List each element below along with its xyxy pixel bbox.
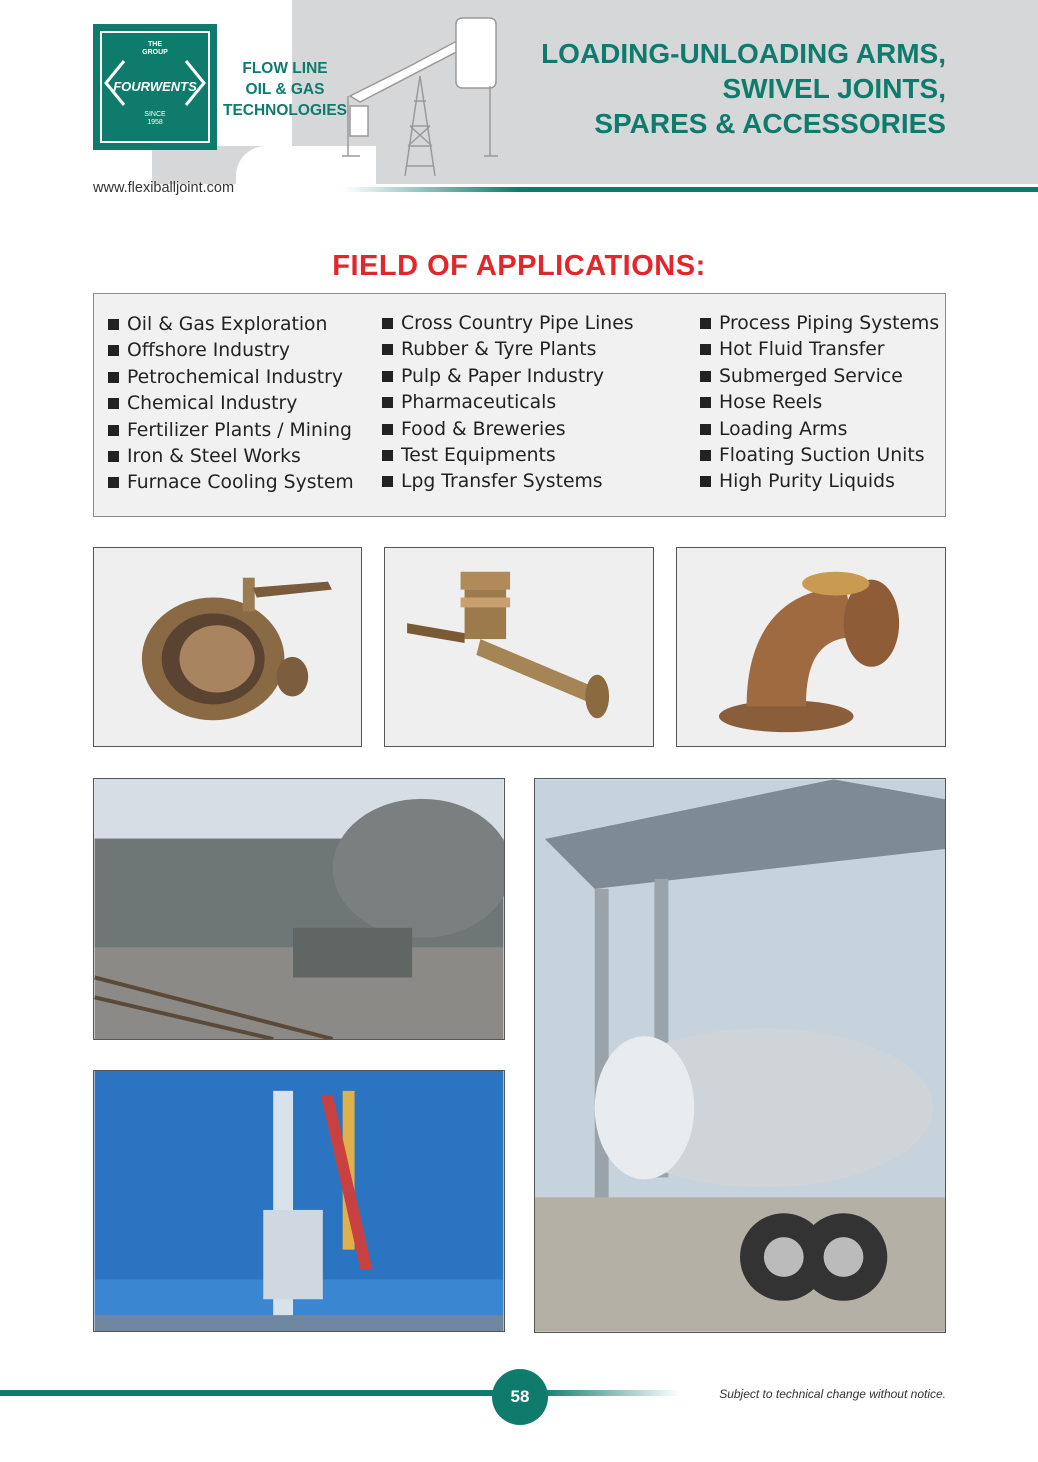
list-item: Iron & Steel Works <box>108 444 354 470</box>
company-logo <box>93 24 217 150</box>
list-item: Fertilizer Plants / Mining <box>108 418 354 444</box>
applications-box <box>93 293 946 517</box>
company-name <box>222 58 348 121</box>
photo-coupler <box>93 547 362 747</box>
logo-since-text: SINCE 1958 <box>144 111 166 126</box>
applications-column-1 <box>108 312 354 497</box>
list-item: Lpg Transfer Systems <box>382 469 634 495</box>
list-item: Cross Country Pipe Lines <box>382 311 634 337</box>
photo-swivel-joint-pipe <box>384 547 654 747</box>
section-title: FIELD OF APPLICATIONS: <box>332 250 706 282</box>
list-item: High Purity Liquids <box>700 469 939 495</box>
logo-brand-text: FOURWENTS <box>113 79 197 94</box>
photo-truck-loading-station <box>534 778 946 1333</box>
list-item: Petrochemical Industry <box>108 365 354 391</box>
applications-column-3 <box>700 311 939 496</box>
photo-marine-loading-arm <box>93 1070 505 1332</box>
company-line: FLOW LINE <box>242 60 328 77</box>
website-url: www.flexiballjoint.com <box>93 180 235 196</box>
list-item: Offshore Industry <box>108 338 354 364</box>
list-item: Floating Suction Units <box>700 443 939 469</box>
logo-top-text: THE GROUP <box>142 41 168 56</box>
company-line: OIL & GAS <box>245 81 325 98</box>
list-item: Submerged Service <box>700 364 939 390</box>
photo-elbow-joint <box>676 547 946 747</box>
list-item: Hose Reels <box>700 390 939 416</box>
page-number: 58 <box>492 1369 548 1425</box>
footer-divider-left <box>0 1388 498 1398</box>
headline-line: SWIVEL JOINTS, <box>722 73 946 104</box>
applications-column-2 <box>382 311 634 496</box>
headline-line: SPARES & ACCESSORIES <box>594 108 946 139</box>
company-line: TECHNOLOGIES <box>222 102 347 119</box>
list-item: Oil & Gas Exploration <box>108 312 354 338</box>
header-divider <box>344 184 1038 194</box>
list-item: Test Equipments <box>382 443 634 469</box>
list-item: Process Piping Systems <box>700 311 939 337</box>
list-item: Furnace Cooling System <box>108 470 354 496</box>
list-item: Hot Fluid Transfer <box>700 337 939 363</box>
photo-rail-tank-cars <box>93 778 505 1040</box>
list-item: Pulp & Paper Industry <box>382 364 634 390</box>
list-item: Rubber & Tyre Plants <box>382 337 634 363</box>
list-item: Chemical Industry <box>108 391 354 417</box>
headline-line: LOADING-UNLOADING ARMS, <box>541 38 946 69</box>
list-item: Food & Breweries <box>382 417 634 443</box>
list-item: Pharmaceuticals <box>382 390 634 416</box>
list-item: Loading Arms <box>700 417 939 443</box>
disclaimer-text: Subject to technical change without notice. <box>719 1387 946 1401</box>
page-headline <box>480 36 946 141</box>
